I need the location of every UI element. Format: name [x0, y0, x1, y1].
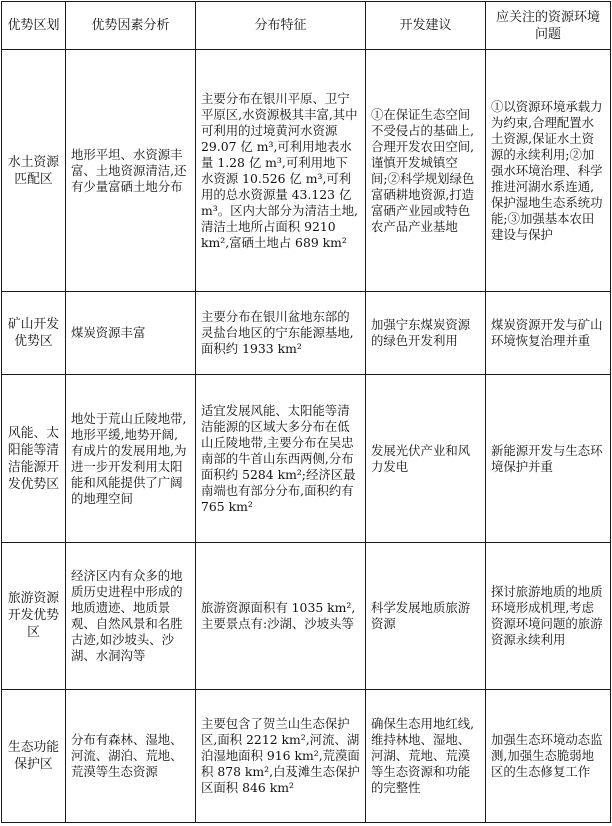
issues-cell: 探讨旅游地质的地质环境形成机理,考虑资源环境问题的旅游资源永续利用 [486, 542, 611, 689]
distribution-cell: 旅游资源面积有 1035 km²,主要景点有:沙湖、沙坡头等 [196, 542, 366, 689]
header-zone: 优势区划 [2, 2, 66, 50]
factors-cell: 煤炭资源丰富 [66, 292, 196, 375]
zone-cell: 水土资源匹配区 [2, 50, 66, 292]
suggestion-cell: ①在保证生态空间不受侵占的基础上,合理开发农田空间,谨慎开发城镇空间;②科学规划绿色富硒耕地资源,打造富硒产业园或特色农产品产业基地 [366, 50, 486, 292]
suggestion-cell: 加强宁东煤炭资源的绿色开发利用 [366, 292, 486, 375]
issues-cell: 煤炭资源开发与矿山环境恢复治理并重 [486, 292, 611, 375]
suggestion-cell: 科学发展地质旅游资源 [366, 542, 486, 689]
header-factors: 优势因素分析 [66, 2, 196, 50]
factors-cell: 地处于荒山丘陵地带,地形平缓,地势开阔,有成片的发展用地,为进一步开发利用太阳能和风能提供了广阔的地理空间 [66, 375, 196, 542]
zone-cell: 旅游资源开发优势区 [2, 542, 66, 689]
factors-cell: 分布有森林、湿地、河流、湖泊、荒地、荒漠等生态资源 [66, 689, 196, 822]
table-row [2, 689, 611, 822]
resource-table [1, 1, 611, 823]
zone-cell: 生态功能保护区 [2, 689, 66, 822]
factors-cell: 地形平坦、水资源丰富、土地资源清洁,还有少量富硒土地分布 [66, 50, 196, 292]
suggestion-cell: 发展光伏产业和风力发电 [366, 375, 486, 542]
header-row [2, 2, 611, 50]
distribution-cell: 主要分布在银川平原、卫宁平原区,水资源极其丰富,其中可利用的过境黄河水资源 29.07 亿 m³,可利用地表水量 1.28 亿 m³,可利用地下水资源 10.526 亿 m³,可利用的总水资源量 43.123 亿 m³。区内大部分为清洁土地,清洁土地所占面积 9210 km²,富硒土地占 689 km² [196, 50, 366, 292]
suggestion-cell: 确保生态用地红线,维持林地、湿地、河湖、荒地、荒漠等生态资源和功能的完整性 [366, 689, 486, 822]
table-row [2, 50, 611, 292]
distribution-cell: 主要包含了贺兰山生态保护区,面积 2212 km²,河流、湖泊湿地面积 916 km²,荒漠面积 878 km²,白芨滩生态保护区面积 846 km² [196, 689, 366, 822]
zone-cell: 矿山开发优势区 [2, 292, 66, 375]
distribution-cell: 主要分布在银川盆地东部的灵盐台地区的宁东能源基地,面积约 1933 km² [196, 292, 366, 375]
header-issues: 应关注的资源环境问题 [486, 2, 611, 50]
header-distribution: 分布特征 [196, 2, 366, 50]
zone-cell: 风能、太阳能等清洁能源开发优势区 [2, 375, 66, 542]
table-row [2, 292, 611, 375]
table-row [2, 375, 611, 542]
issues-cell: ①以资源环境承载力为约束,合理配置水土资源,保证水土资源的永续利用;②加强水环境治理、科学推进河湖水系连通,保护湿地生态系统功能;③加强基本农田建设与保护 [486, 50, 611, 292]
issues-cell: 加强生态环境动态监测,加强生态脆弱地区的生态修复工作 [486, 689, 611, 822]
issues-cell: 新能源开发与生态环境保护并重 [486, 375, 611, 542]
factors-cell: 经济区内有众多的地质历史进程中形成的地质遗迹、地质景观、自然风景和名胜古迹,如沙坡头、沙湖、水洞沟等 [66, 542, 196, 689]
table-row [2, 542, 611, 689]
distribution-cell: 适宜发展风能、太阳能等清洁能源的区域大多分布在低山丘陵地带,主要分布在吴忠南部的牛首山东西两侧,分布面积约 5284 km²;经济区最南端也有部分分布,面积约有 765 km² [196, 375, 366, 542]
header-suggestion: 开发建议 [366, 2, 486, 50]
